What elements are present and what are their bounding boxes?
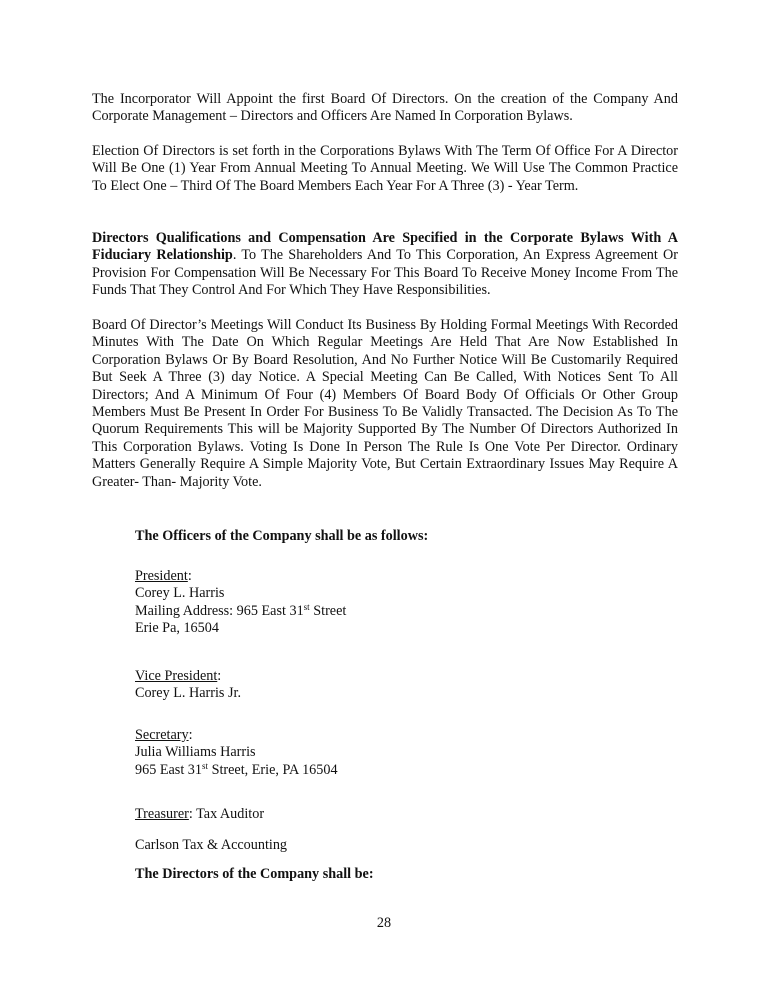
qualifications-bold-lead: Directors Qualifications and Compensation Are Specified in the Corporate Bylaws With A Fiduciary Relationship <box>92 230 678 264</box>
secretary-address <box>135 762 675 779</box>
president-title: President <box>135 568 188 584</box>
president-name: Corey L. Harris <box>135 585 225 602</box>
president-address-sup: st <box>303 601 310 612</box>
president-block: President: Corey L. Harris Mailing Address: 965 East 31st Street Erie Pa, 16504 <box>135 568 675 638</box>
president-address-suffix: Street <box>309 602 347 619</box>
secretary-address-suffix: Street, Erie, PA 16504 <box>208 761 338 778</box>
treasurer-firm <box>135 837 675 854</box>
paragraph-directors-qualifications <box>92 230 678 300</box>
vice-president-name: Corey L. Harris Jr. <box>135 685 241 702</box>
treasurer-block: Treasurer: Tax Auditor <box>135 806 265 822</box>
directors-heading <box>135 866 675 883</box>
vice-president-block: Vice President: Corey L. Harris Jr. <box>135 668 675 703</box>
treasurer-value: Tax Auditor <box>196 806 265 822</box>
paragraph-incorporator: The Incorporator Will Appoint the first Board Of Directors. On the creation of the Company And Corporate Management – Directors and Officers Are Named In Corporation Bylaws. <box>92 91 678 125</box>
secretary-title: Secretary <box>135 727 189 743</box>
vice-president-title: Vice President <box>135 668 218 684</box>
qualifications-text: . To The Shareholders And To This Corporation, An Express Agreement Or Provision For Compensation Will Be Necessary For This Board To Receive Money Income From The Funds That They Control And For Which They Have Responsibilities. <box>92 247 678 299</box>
treasurer-title: Treasurer <box>135 806 189 822</box>
officers-heading <box>135 528 675 545</box>
secretary-address-prefix: 965 East 31 <box>135 761 202 778</box>
paragraph-election-of-directors: Election Of Directors is set forth in the Corporations Bylaws With The Term Of Office For A Director Will Be One (1) Year From Annual Meeting To Annual Meeting. We Will Use The Common Practice To Elect One – Third Of The Board Members Each Year For A Three (3) - Year Term. <box>92 143 678 194</box>
treasurer-firm-text: Carlson Tax & Accounting <box>135 837 288 853</box>
paragraph-board-meetings: Board Of Director’s Meetings Will Conduct Its Business By Holding Formal Meetings With Recorded Minutes With The Date On Which Regular Meetings Are Held That Are Now Established In Corporation Bylaws Or By Board Resolution, And No Further Notice Will Be Customarily Required But Seek A Three (3) day Notice. A Special Meeting Can Be Called, With Notices Sent To All Directors; And A Minimum Of Four (4) Members Of Board Body Of Officials Or Other Group Members Must Be Present In Order For Business To Be Validly Transacted. The Decision As To The Quorum Requirements This will be Majority Supported By The Number Of Directors Authorized In This Corporation Bylaws. Voting Is Done In Person The Rule Is One Vote Per Director. Ordinary Matters Generally Require A Simple Majority Vote, But Certain Extraordinary Issues May Require A Greater- Than- Majority Vote. <box>92 317 678 490</box>
secretary-address-sup: st <box>202 760 209 771</box>
president-city: Erie Pa, 16504 <box>135 620 219 637</box>
secretary-block: Secretary: Julia Williams Harris 965 East 31st Street, Erie, PA 16504 <box>135 727 675 779</box>
president-address <box>135 603 675 620</box>
directors-heading-text: The Directors of the Company shall be: <box>135 866 374 882</box>
president-address-prefix: Mailing Address: 965 East 31 <box>135 602 304 619</box>
officers-heading-text: The Officers of the Company shall be as follows: <box>135 528 429 544</box>
secretary-name: Julia Williams Harris <box>135 744 256 761</box>
page-number: 28 <box>376 915 392 931</box>
